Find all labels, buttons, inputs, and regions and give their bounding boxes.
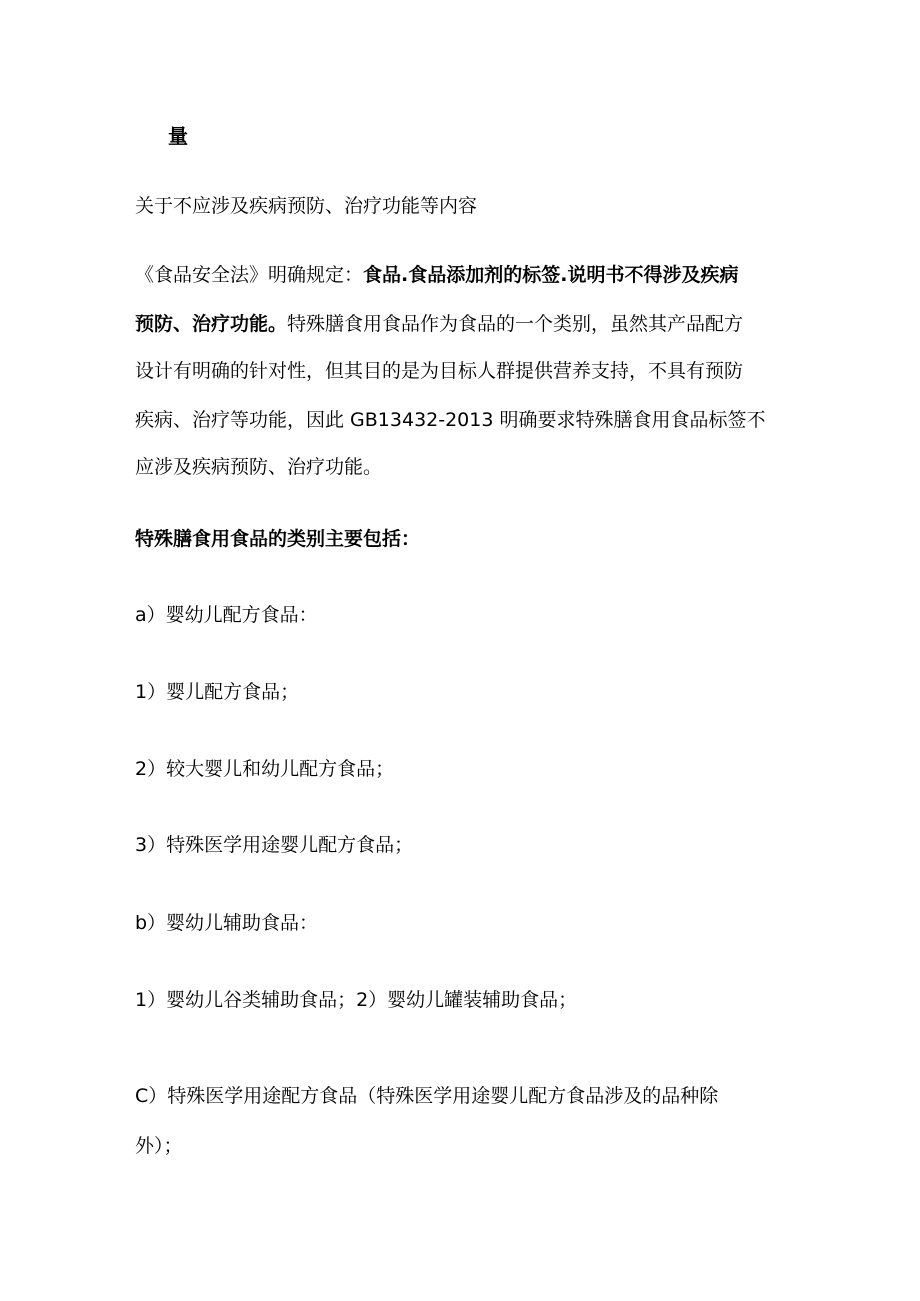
- list-item-a: a）婴幼儿配方食品：: [135, 604, 318, 626]
- heading-fragment: 量: [168, 124, 188, 148]
- paragraph-line-3: 设计有明确的针对性，但其目的是为目标人群提供营养支持，不具有预防: [135, 360, 744, 382]
- list-item-b1-b2: 1）婴幼儿谷类辅助食品；2）婴幼儿罐装辅助食品；: [135, 989, 578, 1011]
- paragraph-line-1: [135, 262, 738, 288]
- paragraph-bold-text: 食品.食品添加剂的标签.说明书不得涉及疾病: [363, 264, 739, 286]
- paragraph-bold-text: 预防、治疗功能。: [135, 313, 288, 335]
- paragraph-line-5: 应涉及疾病预防、治疗功能。: [135, 456, 383, 478]
- list-item-b: b）婴幼儿辅助食品：: [135, 912, 319, 934]
- list-item-a1: 1）婴儿配方食品；: [135, 681, 300, 703]
- section-title: 关于不应涉及疾病预防、治疗功能等内容: [135, 195, 478, 217]
- paragraph-text: 特殊膳食用食品作为食品的一个类别，虽然其产品配方: [287, 313, 744, 335]
- list-item-c-line-2: 外）；: [135, 1135, 183, 1157]
- list-item-c-line-1: C）特殊医学用途配方食品（特殊医学用途婴儿配方食品涉及的品种除: [135, 1085, 719, 1107]
- paragraph-line-2: [135, 311, 743, 337]
- paragraph-text: 《食品安全法》明确规定：: [135, 264, 364, 286]
- list-item-a2: 2）较大婴儿和幼儿配方食品；: [135, 758, 395, 780]
- categories-title: 特殊膳食用食品的类别主要包括：: [135, 528, 421, 550]
- list-item-a3: 3）特殊医学用途婴儿配方食品；: [135, 834, 414, 856]
- paragraph-line-4: 疾病、治疗等功能，因此 GB13432-2013 明确要求特殊膳食用食品标签不: [135, 409, 766, 431]
